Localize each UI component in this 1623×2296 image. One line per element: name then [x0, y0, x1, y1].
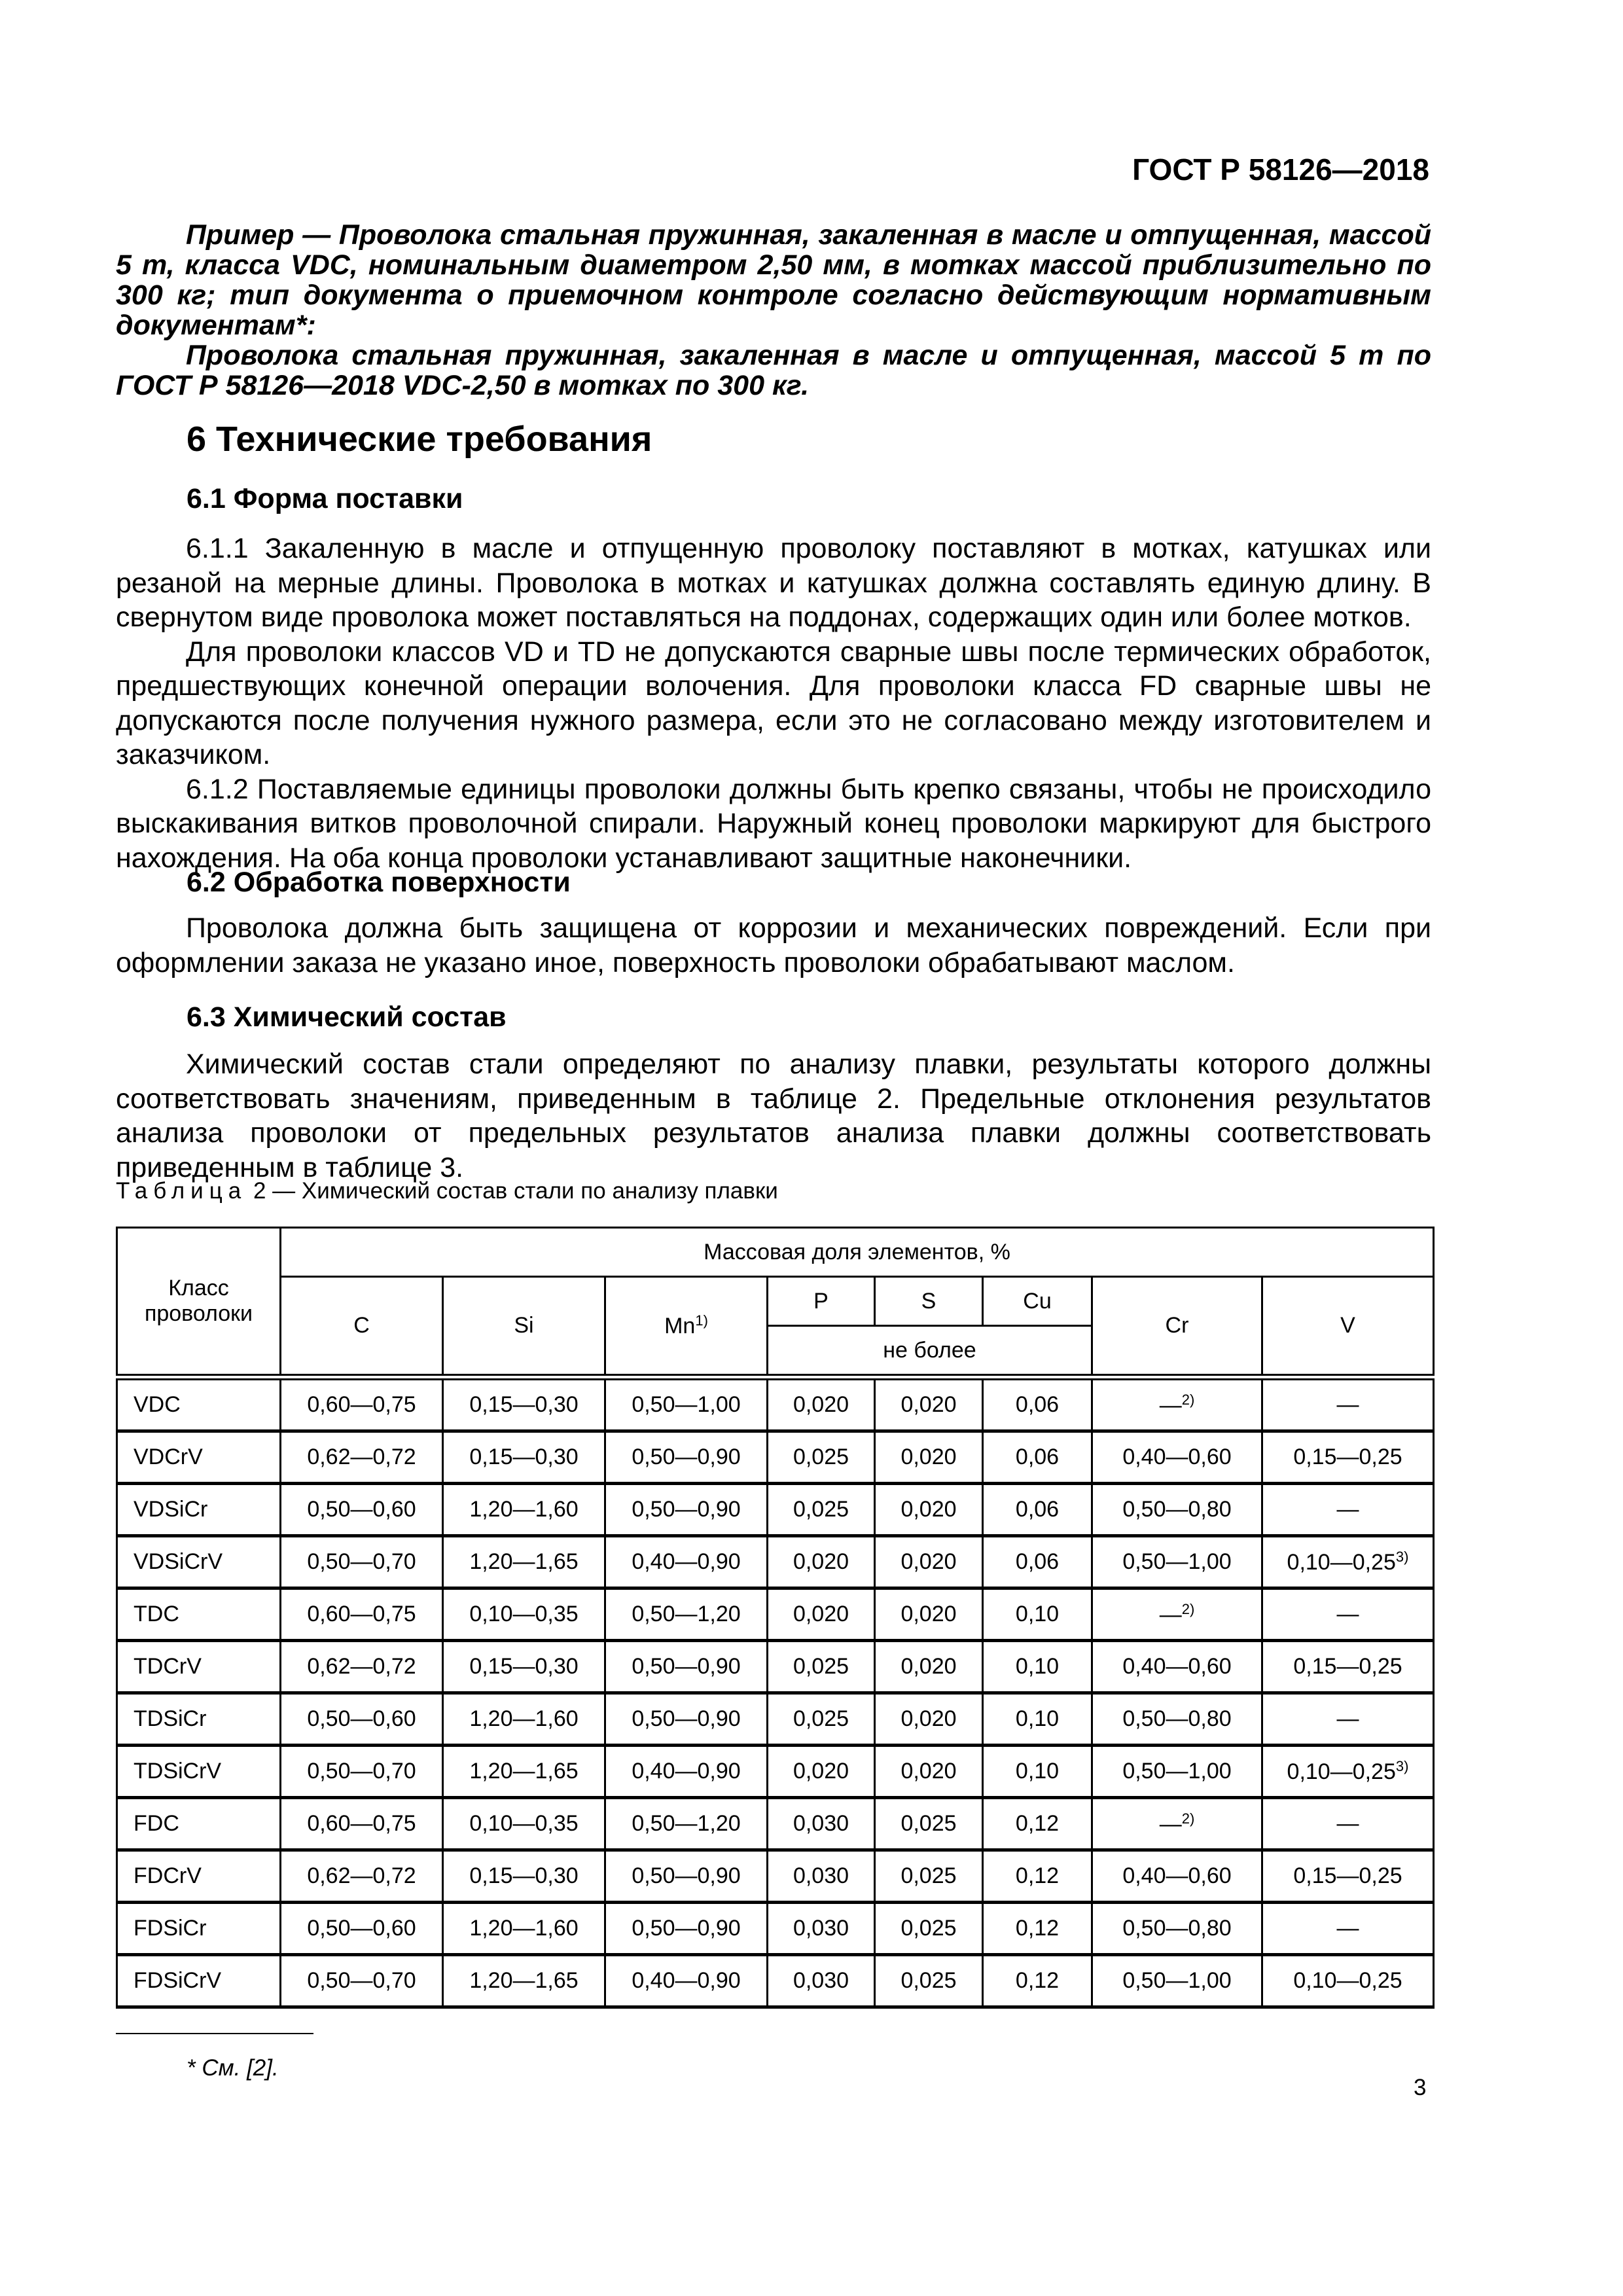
cell-C: 0,60—0,75	[281, 1377, 443, 1431]
cell-Si: 1,20—1,65	[443, 1955, 605, 2007]
cell-Cu: 0,12	[983, 1903, 1092, 1955]
table-row	[117, 1798, 1434, 1850]
subsection-heading-6-3: 6.3 Химический состав	[187, 1001, 507, 1033]
header-not-more: не более	[768, 1326, 1092, 1378]
cell-V: 0,15—0,25	[1262, 1641, 1434, 1693]
example-block	[116, 220, 1431, 401]
header-Mn-label: Mn	[664, 1314, 696, 1338]
cell-C: 0,62—0,72	[281, 1641, 443, 1693]
table-row	[117, 1850, 1434, 1903]
footnote-divider	[116, 2033, 313, 2034]
paragraph: Для проволоки классов VD и TD не допускаются сварные швы после термических обработок, предшествующих конечной операции волочения. Для проволоки класса FD сварные швы не допускаются после получения нужного размера, если это не согласовано между изготовителем и заказчиком.	[116, 636, 1431, 770]
cell-Si: 0,10—0,35	[443, 1798, 605, 1850]
cell-Mn: 0,50—0,90	[605, 1431, 768, 1484]
cell-S: 0,020	[875, 1377, 983, 1431]
chemical-composition-table	[116, 1227, 1435, 2009]
table-row	[117, 1746, 1434, 1798]
cell-P: 0,025	[768, 1431, 875, 1484]
cell-Cr: —$^{2)}$	[1092, 1377, 1262, 1431]
cell-class: VDCrV	[117, 1431, 281, 1484]
section-6-3-body	[116, 1047, 1431, 1185]
example-paragraph: Пример — Проволока стальная пружинная, закаленная в масле и отпущенная, массой 5 т, класса VDC, номинальным диаметром 2,50 мм, в мотках массой приблизительно по 300 кг; тип документа о приемочном контроле согласно действующим нормативным документам*:	[116, 219, 1431, 341]
cell-Mn: 0,50—0,90	[605, 1850, 768, 1903]
cell-Cu: 0,10	[983, 1746, 1092, 1798]
paragraph: Проволока должна быть защищена от коррозии и механических повреждений. Если при оформлении заказа не указано иное, поверхность проволоки обрабатывают маслом.	[116, 912, 1431, 978]
cell-Cr: 0,50—0,80	[1092, 1693, 1262, 1746]
cell-S: 0,020	[875, 1431, 983, 1484]
cell-S: 0,025	[875, 1903, 983, 1955]
section-heading-6: 6 Технические требования	[187, 420, 652, 459]
table-caption-text: 2 — Химический состав стали по анализу плавки	[247, 1178, 778, 1204]
cell-Cu: 0,12	[983, 1798, 1092, 1850]
cell-Cr: —$^{2)}$	[1092, 1588, 1262, 1641]
cell-C: 0,60—0,75	[281, 1798, 443, 1850]
cell-C: 0,50—0,70	[281, 1746, 443, 1798]
cell-S: 0,020	[875, 1693, 983, 1746]
cell-Mn: 0,50—0,90	[605, 1903, 768, 1955]
table-row	[117, 1641, 1434, 1693]
cell-class: TDSiCr	[117, 1693, 281, 1746]
cell-S: 0,025	[875, 1798, 983, 1850]
cell-Mn: 0,40—0,90	[605, 1955, 768, 2007]
cell-Cr: 0,50—0,80	[1092, 1903, 1262, 1955]
cell-S: 0,020	[875, 1484, 983, 1536]
cell-V: 0,10—0,25$^{3)}$	[1262, 1746, 1434, 1798]
subsection-heading-6-2: 6.2 Обработка поверхности	[187, 867, 571, 898]
cell-Si: 1,20—1,60	[443, 1693, 605, 1746]
cell-Si: 0,10—0,35	[443, 1588, 605, 1641]
cell-Cr: 0,50—1,00	[1092, 1746, 1262, 1798]
cell-C: 0,50—0,60	[281, 1484, 443, 1536]
header-V: V	[1262, 1277, 1434, 1378]
footnote-ref: 1)	[695, 1312, 708, 1329]
cell-P: 0,025	[768, 1641, 875, 1693]
cell-V: 0,15—0,25	[1262, 1850, 1434, 1903]
cell-class: TDCrV	[117, 1641, 281, 1693]
table-row	[117, 1484, 1434, 1536]
table-row	[117, 1588, 1434, 1641]
cell-V: —	[1262, 1798, 1434, 1850]
cell-class: VDSiCrV	[117, 1536, 281, 1588]
cell-Si: 0,15—0,30	[443, 1641, 605, 1693]
cell-V: —	[1262, 1693, 1434, 1746]
cell-V: 0,15—0,25	[1262, 1431, 1434, 1484]
cell-V: 0,10—0,25	[1262, 1955, 1434, 2007]
cell-Cr: 0,40—0,60	[1092, 1850, 1262, 1903]
cell-Si: 0,15—0,30	[443, 1850, 605, 1903]
table-row	[117, 1536, 1434, 1588]
cell-C: 0,50—0,70	[281, 1536, 443, 1588]
cell-V: 0,10—0,25$^{3)}$	[1262, 1536, 1434, 1588]
header-mass-fraction: Массовая доля элементов, %	[281, 1228, 1434, 1277]
cell-P: 0,030	[768, 1955, 875, 2007]
cell-class: FDSiCr	[117, 1903, 281, 1955]
paragraph: 6.1.2 Поставляемые единицы проволоки должны быть крепко связаны, чтобы не происходило выскакивания витков проволочной спирали. Наружный конец проволоки маркируют для быстрого нахождения. На оба конца проволоки устанавливают защитные наконечники.	[116, 773, 1431, 874]
cell-C: 0,60—0,75	[281, 1588, 443, 1641]
example-paragraph: Проволока стальная пружинная, закаленная в масле и отпущенная, массой 5 т по ГОСТ Р 58126—2018 VDC-2,50 в мотках по 300 кг.	[116, 340, 1431, 401]
cell-Si: 0,15—0,30	[443, 1377, 605, 1431]
header-P: P	[768, 1277, 875, 1326]
cell-Mn: 0,50—1,20	[605, 1588, 768, 1641]
cell-Cu: 0,10	[983, 1588, 1092, 1641]
document-id-header: ГОСТ Р 58126—2018	[1132, 152, 1429, 187]
cell-Cr: 0,50—1,00	[1092, 1536, 1262, 1588]
table-caption-label: Таблица	[116, 1178, 247, 1204]
cell-Cr: 0,40—0,60	[1092, 1641, 1262, 1693]
cell-C: 0,62—0,72	[281, 1431, 443, 1484]
cell-V: —	[1262, 1588, 1434, 1641]
cell-Si: 1,20—1,65	[443, 1746, 605, 1798]
cell-P: 0,020	[768, 1588, 875, 1641]
cell-class: VDSiCr	[117, 1484, 281, 1536]
cell-Si: 1,20—1,60	[443, 1484, 605, 1536]
cell-class: FDC	[117, 1798, 281, 1850]
cell-Mn: 0,40—0,90	[605, 1536, 768, 1588]
section-6-2-body	[116, 911, 1431, 980]
cell-Si: 1,20—1,65	[443, 1536, 605, 1588]
cell-class: FDSiCrV	[117, 1955, 281, 2007]
cell-Mn: 0,40—0,90	[605, 1746, 768, 1798]
header-S: S	[875, 1277, 983, 1326]
cell-S: 0,020	[875, 1641, 983, 1693]
section-6-1-body	[116, 531, 1431, 875]
cell-P: 0,030	[768, 1850, 875, 1903]
cell-S: 0,020	[875, 1536, 983, 1588]
footnote: * См. [2].	[187, 2055, 279, 2081]
cell-class: FDCrV	[117, 1850, 281, 1903]
header-C: C	[281, 1277, 443, 1378]
cell-Cu: 0,06	[983, 1536, 1092, 1588]
page-number: 3	[1414, 2075, 1427, 2100]
cell-P: 0,030	[768, 1903, 875, 1955]
cell-S: 0,020	[875, 1746, 983, 1798]
header-Si: Si	[443, 1277, 605, 1378]
header-wire-class: Класс проволоки	[117, 1228, 281, 1378]
table-body	[117, 1377, 1434, 2007]
cell-Cu: 0,06	[983, 1377, 1092, 1431]
cell-S: 0,020	[875, 1588, 983, 1641]
cell-Cu: 0,12	[983, 1850, 1092, 1903]
cell-Cu: 0,06	[983, 1431, 1092, 1484]
header-Cr: Cr	[1092, 1277, 1262, 1378]
cell-C: 0,50—0,60	[281, 1903, 443, 1955]
cell-class: VDC	[117, 1377, 281, 1431]
cell-C: 0,62—0,72	[281, 1850, 443, 1903]
cell-Mn: 0,50—0,90	[605, 1641, 768, 1693]
cell-P: 0,020	[768, 1746, 875, 1798]
cell-Cu: 0,10	[983, 1693, 1092, 1746]
cell-V: —	[1262, 1484, 1434, 1536]
paragraph: Химический состав стали определяют по анализу плавки, результаты которого должны соответствовать значениям, приведенным в таблице 2. Предельные отклонения результатов анализа проволоки от предельных результатов анализа плавки должны соответствовать приведенным в таблице 3.	[116, 1049, 1431, 1183]
cell-Cu: 0,10	[983, 1641, 1092, 1693]
table-row	[117, 1431, 1434, 1484]
cell-Mn: 0,50—0,90	[605, 1693, 768, 1746]
header-Mn	[605, 1277, 768, 1378]
cell-S: 0,025	[875, 1850, 983, 1903]
cell-P: 0,025	[768, 1484, 875, 1536]
cell-P: 0,025	[768, 1693, 875, 1746]
cell-P: 0,020	[768, 1377, 875, 1431]
cell-Cr: 0,50—1,00	[1092, 1955, 1262, 2007]
cell-Cu: 0,12	[983, 1955, 1092, 2007]
table-row	[117, 1693, 1434, 1746]
cell-S: 0,025	[875, 1955, 983, 2007]
cell-V: —	[1262, 1903, 1434, 1955]
cell-C: 0,50—0,70	[281, 1955, 443, 2007]
cell-Cr: 0,50—0,80	[1092, 1484, 1262, 1536]
paragraph: 6.1.1 Закаленную в масле и отпущенную проволоку поставляют в мотках, катушках или резаной на мерные длины. Проволока в мотках и катушках должна составлять единую длину. В свернутом виде проволока может поставляться на поддонах, содержащих один или более мотков.	[116, 533, 1431, 633]
cell-class: TDSiCrV	[117, 1746, 281, 1798]
cell-C: 0,50—0,60	[281, 1693, 443, 1746]
cell-Cu: 0,06	[983, 1484, 1092, 1536]
cell-V: —	[1262, 1377, 1434, 1431]
cell-Cr: 0,40—0,60	[1092, 1431, 1262, 1484]
cell-Si: 0,15—0,30	[443, 1431, 605, 1484]
cell-Mn: 0,50—1,20	[605, 1798, 768, 1850]
subsection-heading-6-1: 6.1 Форма поставки	[187, 483, 463, 514]
cell-class: TDC	[117, 1588, 281, 1641]
table-row	[117, 1377, 1434, 1431]
table-row	[117, 1955, 1434, 2007]
table-caption	[116, 1178, 778, 1204]
cell-P: 0,020	[768, 1536, 875, 1588]
cell-Cr: —$^{2)}$	[1092, 1798, 1262, 1850]
cell-P: 0,030	[768, 1798, 875, 1850]
header-Cu: Cu	[983, 1277, 1092, 1326]
cell-Mn: 0,50—0,90	[605, 1484, 768, 1536]
cell-Mn: 0,50—1,00	[605, 1377, 768, 1431]
table-row	[117, 1903, 1434, 1955]
cell-Si: 1,20—1,60	[443, 1903, 605, 1955]
